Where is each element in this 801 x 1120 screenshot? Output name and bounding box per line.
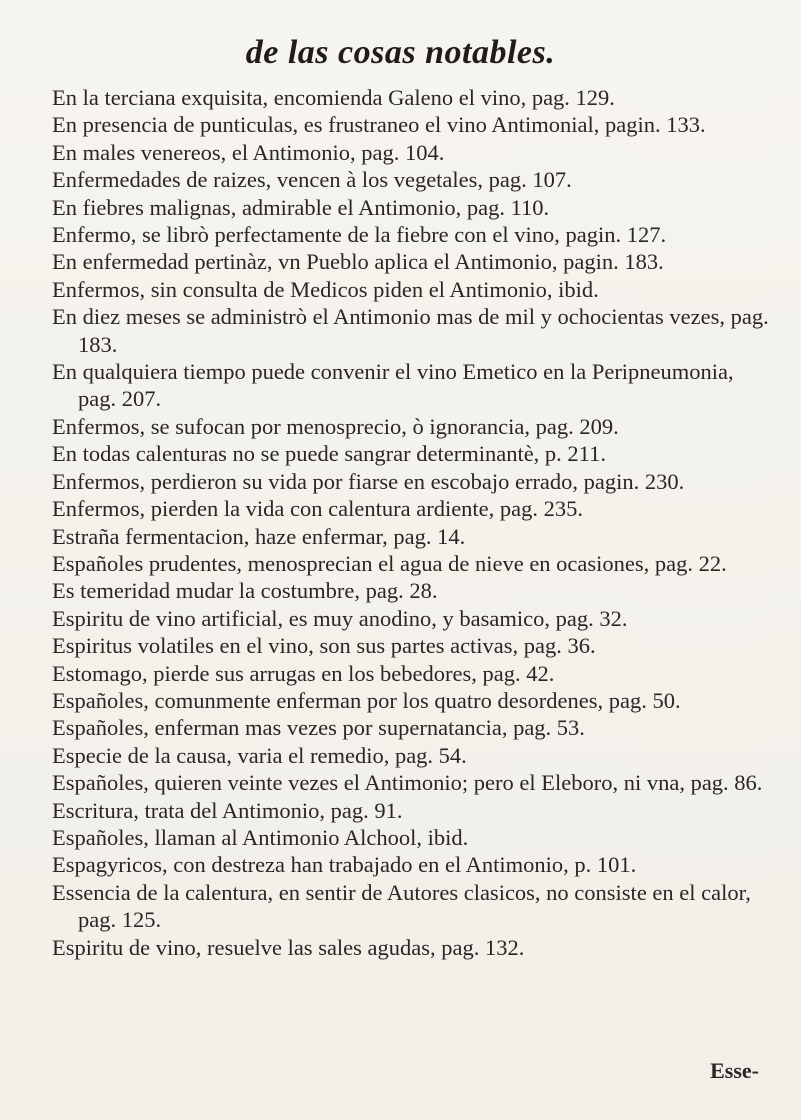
index-entry: Enfermos, sin consulta de Medicos piden el Antimonio, ibid. (52, 276, 599, 302)
index-entry: Estomago, pierde sus arrugas en los bebedores, pag. 42. (52, 660, 555, 686)
index-entry: Enfermos, perdieron su vida por fiarse en escobajo errado, pagin. 230. (52, 468, 685, 494)
index-entry: Enfermedades de raizes, vencen à los vegetales, pag. 107. (52, 167, 572, 193)
index-entry: Espiritus volatiles en el vino, son sus partes activas, pag. 36. (52, 633, 596, 659)
index-entry: En enfermedad pertinàz, vn Pueblo aplica el Antimonio, pagin. 183. (52, 249, 664, 275)
index-entry: Españoles, comunmente enferman por los quatro desordenes, pag. 50. (52, 687, 681, 713)
index-entry: En diez meses se administrò el Antimonio mas de mil y ochocientas vezes, pag. 183. (52, 304, 769, 357)
index-entry: Es temeridad mudar la costumbre, pag. 28. (52, 578, 438, 604)
index-entry: Españoles, enferman mas vezes por supernatancia, pag. 53. (52, 715, 585, 741)
running-header: de las cosas notables. (245, 34, 556, 71)
index-entry: Enfermos, se sufocan por menosprecio, ò ignorancia, pag. 209. (52, 413, 619, 439)
index-entry: En presencia de punticulas, es frustraneo el vino Antimonial, pagin. 133. (52, 112, 706, 138)
index-entry: En todas calenturas no se puede sangrar determinantè, p. 211. (52, 441, 606, 467)
index-entry: Espagyricos, con destreza han trabajado en el Antimonio, p. 101. (52, 852, 637, 878)
index-entry: En la terciana exquisita, encomienda Galeno el vino, pag. 129. (52, 85, 615, 110)
index-entry: Españoles, quieren veinte vezes el Antimonio; pero el Eleboro, ni vna, pag. 86. (52, 770, 763, 796)
index-entry: Enfermos, pierden la vida con calentura ardiente, pag. 235. (52, 496, 584, 522)
index-entry: Enfermo, se librò perfectamente de la fiebre con el vino, pagin. 127. (52, 222, 667, 248)
index-entry: Españoles prudentes, menosprecian el agua de nieve en ocasiones, pag. 22. (52, 550, 727, 576)
index-entry: Estraña fermentacion, haze enfermar, pag. 14. (52, 523, 466, 549)
index-entry: Españoles, llaman al Antimonio Alchool, ibid. (52, 824, 469, 850)
catchword: Esse- (710, 1058, 759, 1083)
index-entry: En males venereos, el Antimonio, pag. 104. (52, 139, 445, 165)
index-entry: Especie de la causa, varia el remedio, pag. 54. (52, 742, 467, 768)
index-entry: Espiritu de vino, resuelve las sales agudas, pag. 132. (52, 934, 525, 960)
index-entries (52, 84, 772, 961)
index-entry: Escritura, trata del Antimonio, pag. 91. (52, 797, 403, 823)
index-entry: En fiebres malignas, admirable el Antimonio, pag. 110. (52, 194, 550, 220)
index-entry: Essencia de la calentura, en sentir de Autores clasicos, no consiste en el calor, pag. 125. (52, 879, 751, 933)
index-entry: Espiritu de vino artificial, es muy anodino, y basamico, pag. 32. (52, 605, 628, 631)
index-entry: En qualquiera tiempo puede convenir el vino Emetico en la Peripneumonia, pag. 207. (52, 359, 734, 412)
